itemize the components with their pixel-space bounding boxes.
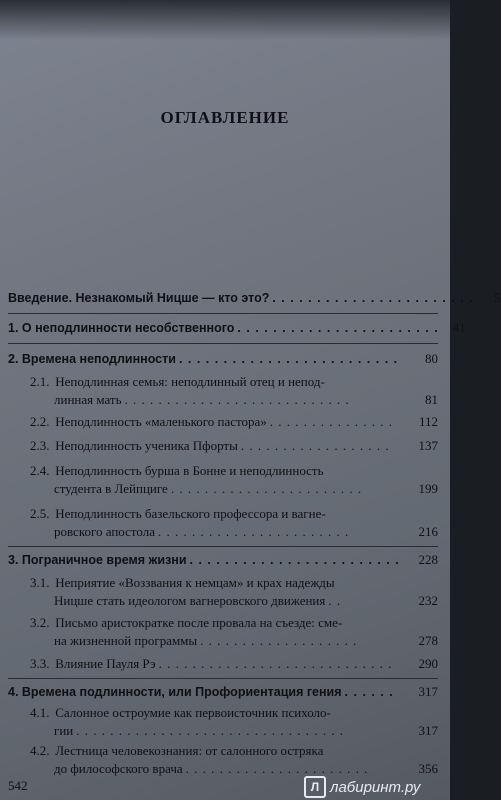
toc-section-number: 2.1. (30, 374, 50, 389)
toc-page-number: 228 (418, 552, 438, 567)
toc-page-number: 5 (494, 290, 501, 305)
toc-entry-text: Ницше стать идеологом вагнеровского движения (54, 593, 326, 608)
leader-dots: . . . . . . . . . . . . . . . . . . . . . . . (237, 321, 439, 335)
watermark (304, 776, 420, 798)
toc-entry-3-2 (30, 614, 438, 650)
leader-dots: . . . . . . . . . . . . . . . . . . . (200, 633, 358, 648)
leader-dots: . . . . . . . . . . . . . . . . . . . . . . . (272, 291, 474, 305)
page-title: ОГЛАВЛЕНИЕ (160, 108, 290, 127)
toc-entry-2-5 (30, 505, 438, 541)
toc-page-number: 317 (418, 723, 438, 738)
leader-dots: . . . . . . . . . . . . . . . . . . . . . . . . . (178, 352, 399, 366)
leader-dots: . . . . . . . . . . . . . . . . . . . . . . . . . . . . (158, 656, 393, 671)
toc-entry-ch2 (8, 350, 438, 368)
toc-entry-3-1 (30, 574, 438, 610)
toc-section-number: 3.3. (30, 656, 50, 671)
toc-section-number: 4.1. (30, 705, 50, 720)
toc-entry-text: Неподлинность бурша в Бонне и неподлинность (55, 463, 324, 478)
toc-entry-text: Неподлинность ученика Пфорты (55, 438, 238, 453)
toc-page-number: 317 (418, 684, 438, 699)
toc-page-number: 216 (418, 524, 438, 539)
toc-section-number: 2.2. (30, 414, 50, 429)
leader-dots: . . . . . . . . . . . . . . . (269, 414, 394, 429)
leader-dots: . . . . . . . . . . . . . . . . . . . . . . . . (189, 553, 400, 567)
toc-entry-text: Письмо аристократке после провала на съезде: сме- (55, 615, 343, 630)
toc-entry-text: 1. О неподлинности несобственного (8, 321, 235, 335)
toc-section-number: 2.3. (30, 438, 50, 453)
toc-section-number: 4.2. (30, 743, 50, 758)
toc-section-number: 3.1. (30, 575, 50, 590)
section-divider (8, 546, 438, 547)
section-divider (8, 678, 438, 679)
toc-entry-text: ровского апостола (54, 524, 155, 539)
toc-entry-text: Влияние Пауля Рэ (55, 656, 156, 671)
leader-dots: . . . . . . . . . . . . . . . . . . . . . . . . . . . . . . . . (76, 723, 344, 738)
toc-page-number: 80 (425, 351, 438, 366)
toc-entry-4-1 (30, 704, 438, 740)
leader-dots: . . . . . . . . . . . . . . . . . . (240, 438, 390, 453)
leader-dots: . . . . . . (344, 685, 394, 699)
toc-page-number: 112 (418, 414, 438, 429)
toc-entry-2-4 (30, 462, 438, 498)
leader-dots: . . . . . . . . . . . . . . . . . . . . . . . . . . . (124, 392, 350, 407)
toc-entry-text: Неподлинность базельского профессора и вагне- (55, 506, 326, 521)
toc-entry-2-1 (30, 373, 438, 409)
toc-entry-text: студента в Лейпциге (54, 481, 168, 496)
toc-section-number: 2.5. (30, 506, 50, 521)
toc-entry-text: Неприятие «Воззвания к немцам» и крах надежды (55, 575, 335, 590)
toc-entry-3-3 (30, 655, 438, 673)
toc-page-number: 137 (418, 438, 438, 453)
toc-entry-2-3 (30, 437, 438, 455)
leader-dots: . . . . . . . . . . . . . . . . . . . . . . (185, 761, 369, 776)
toc-entry-2-2 (30, 413, 438, 431)
toc-entry-ch3 (8, 551, 438, 569)
toc-page-number: 290 (418, 656, 438, 671)
section-divider (8, 343, 438, 344)
labirint-logo-icon: Л (304, 776, 326, 798)
toc-entry-text: Неподлинная семья: неподлинный отец и непод- (55, 374, 325, 389)
toc-entry-text: Неподлинность «маленького пастора» (55, 414, 267, 429)
section-divider (8, 313, 438, 314)
toc-section-number: 2.4. (30, 463, 50, 478)
toc-entry-ch4 (8, 683, 438, 701)
leader-dots: . . . . . . . . . . . . . . . . . . . . . . . (170, 481, 363, 496)
toc-entry-text: гии (54, 723, 74, 738)
toc-entry-ch1 (8, 319, 466, 337)
toc-section-number: 3.2. (30, 615, 50, 630)
leader-dots: . . . . . . . . . . . . . . . . . . . . . . . (158, 524, 350, 539)
page-number: 542 (8, 778, 28, 793)
toc-entry-text: Лестница человекознания: от салонного остряка (55, 743, 324, 758)
toc-entry-4-2 (30, 742, 438, 778)
toc-entry-text: на жизненной программы (54, 633, 198, 648)
toc-entry-text: 2. Времена неподлинности (8, 352, 176, 366)
toc-entry-text: 3. Пограничное время жизни (8, 553, 187, 567)
toc-entry-text: до философского врача (54, 761, 183, 776)
toc-entry-text: линная мать (54, 392, 122, 407)
toc-page-number: 199 (418, 481, 438, 496)
watermark-text: лабиринт.ру (330, 778, 421, 796)
toc-page-number: 356 (418, 761, 438, 776)
toc-entry-text: 4. Времена подлинности, или Профориентация гения (8, 685, 342, 699)
toc-entry-text: Салонное остроумие как первоисточник психоло- (55, 705, 331, 720)
toc-entry-intro (8, 289, 501, 307)
toc-entry-text: Введение. Незнакомый Ницше — кто это? (8, 291, 270, 305)
leader-dots: . . (328, 593, 342, 608)
toc-page-number: 232 (418, 593, 438, 608)
toc-page-number: 81 (425, 392, 438, 407)
toc-page-number: 41 (452, 320, 466, 335)
toc-page-number: 278 (418, 633, 438, 648)
